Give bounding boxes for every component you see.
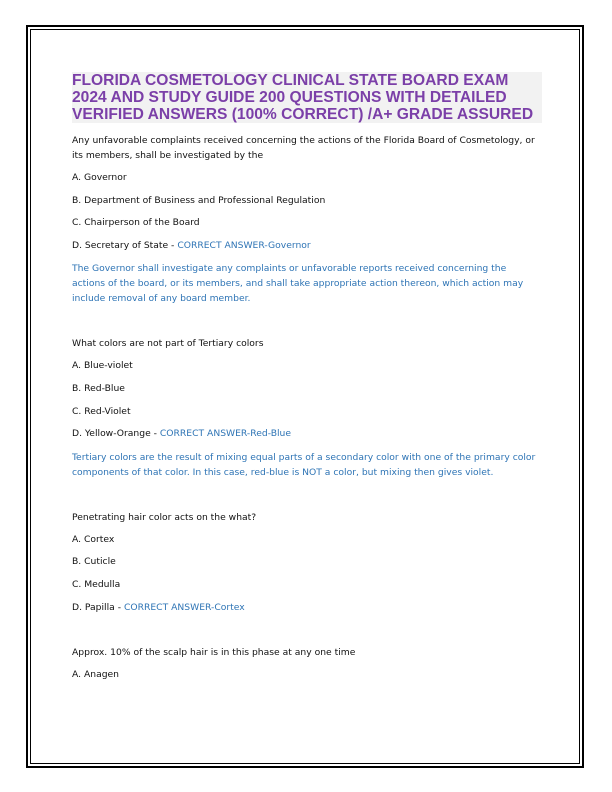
option: A. Anagen [72, 669, 120, 681]
question-text: Approx. 10% of the scalp hair is in this phase at any one time [72, 647, 356, 659]
answer-explanation: The Governor shall investigate any complaints or unfavorable reports received concerning the actions of the board, or its members, and shall take appropriate action thereon, which action may include removal of any board member. [72, 263, 524, 305]
correct-answer: CORRECT ANSWER-Governor [177, 239, 311, 251]
question-block [72, 133, 542, 306]
option: A. Cortex [72, 533, 115, 545]
option: A. Governor [72, 172, 127, 183]
correct-answer: CORRECT ANSWER-Red-Blue [159, 428, 292, 440]
question-text: Any unfavorable complaints received concerning the actions of the Florida Board of Cosmetology, or its members, shall be investigated by the [72, 135, 535, 161]
option: C. Chairperson of the Board [72, 217, 200, 229]
option: B. Department of Business and Professional Regulation [72, 194, 326, 206]
option: C. Medulla [72, 578, 121, 590]
question-block [72, 645, 542, 682]
question-block [72, 510, 542, 615]
option-with-answer [72, 427, 542, 441]
option: D. Secretary of State - [72, 239, 178, 251]
option-with-answer [72, 239, 542, 253]
document-content [72, 72, 542, 691]
option-with-answer [72, 601, 542, 615]
question-text: What colors are not part of Tertiary colors [72, 338, 264, 350]
question-text: Penetrating hair color acts on the what? [72, 511, 257, 523]
option: A. Blue-violet [72, 360, 133, 372]
option: D. Papilla - [72, 601, 124, 613]
option: B. Red-Blue [72, 382, 125, 394]
option: D. Yellow-Orange - [72, 428, 160, 440]
option: B. Cuticle [72, 556, 116, 568]
question-block [72, 336, 542, 479]
option: C. Red-Violet [72, 405, 131, 417]
document-title: FLORIDA COSMETOLOGY CLINICAL STATE BOARD EXAM 2024 AND STUDY GUIDE 200 QUESTIONS WITH DETAILED VERIFIED ANSWERS (100% CORRECT) /A+ GRADE ASSURED [72, 72, 542, 123]
correct-answer: CORRECT ANSWER-Cortex [123, 601, 245, 613]
answer-explanation: Tertiary colors are the result of mixing equal parts of a secondary color with one of the primary color components of that color. In this case, red-blue is NOT a color, but mixing then gives violet. [72, 451, 536, 478]
